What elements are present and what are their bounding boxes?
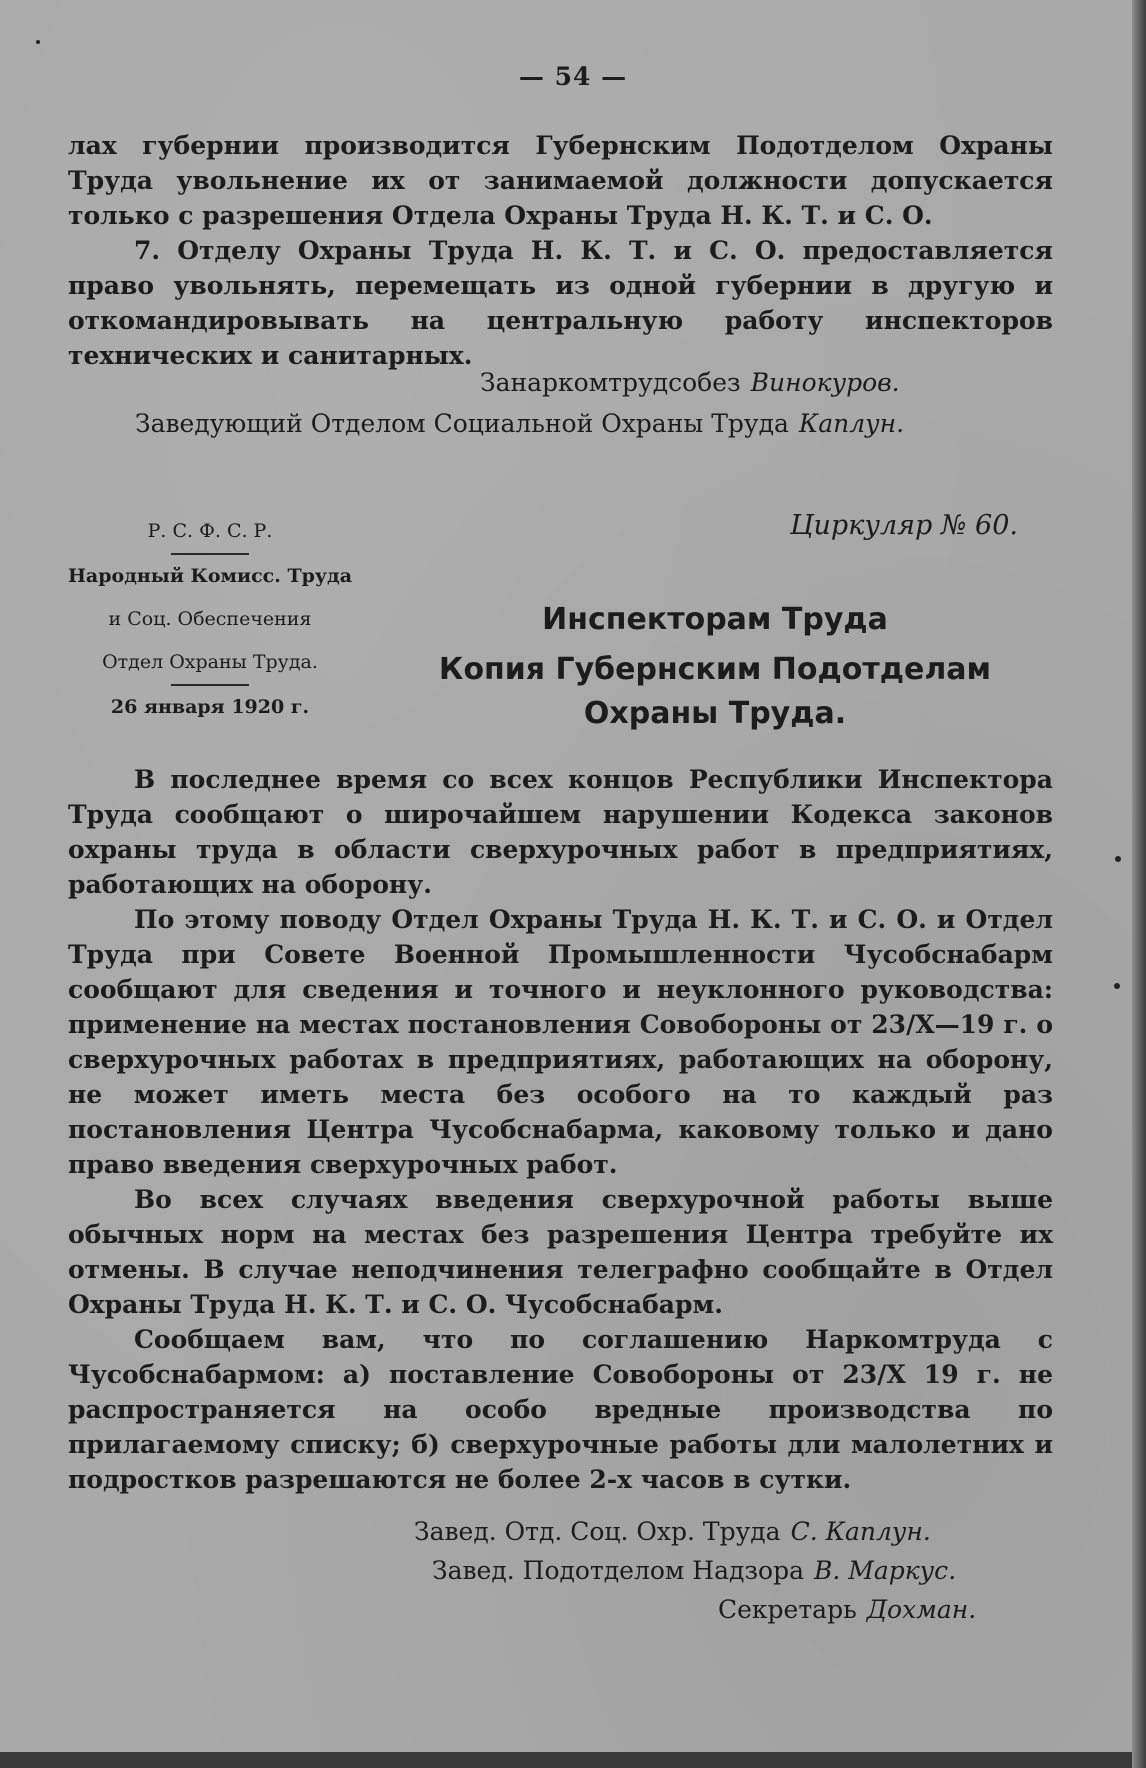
signature-role: Занаркомтрудсобез (480, 368, 741, 397)
signature-role: Завед. Подотделом Надзора (432, 1556, 804, 1585)
ink-speck (1115, 856, 1121, 862)
signature-role: Завед. Отд. Соц. Охр. Труда (414, 1517, 781, 1546)
signature-line (718, 1592, 976, 1627)
body-paragraph: В последнее время со всех концов Республики Инспектора Труда сообщают о широчайшем нарушении Кодекса законов охраны труда в области сверхурочных работ в предприятиях, работающих на оборону. (68, 765, 1053, 899)
scan-border-bottom (0, 1752, 1146, 1768)
intro-text (68, 128, 1053, 373)
ink-speck (1114, 983, 1120, 989)
signature-line (135, 406, 904, 441)
signature-line (480, 365, 900, 400)
issue-date: 26 января 1920 г. (110, 696, 310, 718)
ink-speck (36, 40, 40, 44)
department-name: Отдел Охраны Труда. (102, 651, 318, 673)
intro-paragraph: 7. Отделу Охраны Труда Н. К. Т. и С. О. предоставляется право увольнять, перемещать из одной губернии в другую и откомандировывать на центральную работу инспекторов технических и санитарных. (68, 236, 1053, 370)
commissariat-line: Народный Комисс. Труда (67, 565, 353, 587)
signature-name: С. Каплун. (790, 1517, 931, 1546)
signature-name: В. Маркус. (813, 1556, 957, 1585)
circular-body (68, 762, 1053, 1497)
body-paragraph: Сообщаем вам, что по соглашению Наркомтруда с Чусобснабармом: а) поставление Совобороны от 23/Х 19 г. не распространяется на особо вредные производства по прилагаемому списку; б) сверхурочные работы дли малолетних и подростков разрешаются не более 2-х часов в сутки. (68, 1325, 1053, 1494)
circular-number: Циркуляр № 60. (789, 510, 1018, 541)
signature-name: Дохман. (866, 1595, 977, 1624)
signature-line (432, 1553, 956, 1588)
signature-role: Секретарь (718, 1595, 857, 1624)
issuer-block (60, 510, 360, 729)
signature-role: Заведующий Отделом Социальной Охраны Труда (135, 409, 789, 438)
signature-line (414, 1514, 931, 1549)
body-paragraph: Во всех случаях введения сверхурочной работы выше обычных норм на местах без разрешения Центра требуйте их отмены. В случае неподчинения телеграфно сообщайте в Отдел Охраны Труда Н. К. Т. и С. О. Чусобснабарм. (68, 1185, 1053, 1319)
commissariat-line: и Соц. Обеспечения (108, 608, 312, 630)
body-paragraph: По этому поводу Отдел Охраны Труда Н. К. Т. и С. О. и Отдел Труда при Совете Военной Промышленности Чусобснабарм сообщают для сведения и точного и неуклонного руководства: применение на местах постановления Совобороны от 23/Х—19 г. о сверхурочных работах в предприятиях, работающих на оборону, не может иметь места без особого на то каждый раз постановления Центра Чусобснабарма, каковому только и дано право введения сверхурочных работ. (68, 905, 1053, 1179)
signature-name: Винокуров. (750, 368, 900, 397)
copy-heading: Копия Губернским Подотделам Охраны Труда. (438, 652, 992, 731)
republic-name: Р. С. Ф. С. Р. (147, 520, 273, 542)
addressee-heading: Инспекторам Труда (542, 602, 888, 637)
page-number: — 54 — (518, 62, 628, 91)
scan-border-right (1132, 0, 1146, 1768)
intro-paragraph: лах губернии производится Губернским Подотделом Охраны Труда увольнение их от занимаемой должности допускается только с разрешения Отдела Охраны Труда Н. К. Т. и С. О. (68, 131, 1053, 230)
signature-name: Каплун. (798, 409, 905, 438)
